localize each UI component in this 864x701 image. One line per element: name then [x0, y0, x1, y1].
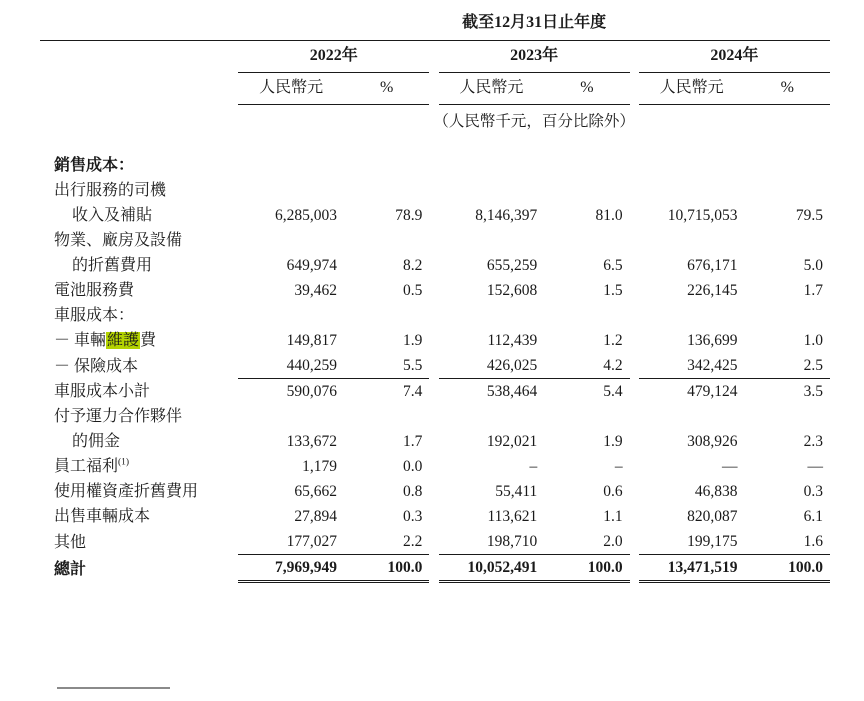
row-4-pct-2022: 1.9: [403, 332, 423, 349]
row-6-gap-2: [630, 379, 639, 405]
row-11-pct-2023: 2.0: [603, 533, 623, 550]
row-11-gap-1: [429, 529, 438, 555]
total-label: 總計: [54, 560, 87, 578]
row-9-rmb-2023: 55,411: [495, 483, 538, 500]
row-1-pct-2023: 6.5: [603, 257, 623, 274]
year-header-2024: 2024年: [639, 41, 830, 73]
row-label: 物業、廠房及設備: [54, 232, 183, 249]
table-row: [40, 178, 830, 203]
row-0-blank-1: [344, 178, 429, 203]
row-0-rmb-2023: 8,146,397: [475, 207, 538, 224]
row-label: － 保險成本: [54, 357, 139, 375]
table-row: [40, 404, 830, 429]
row-0-pct-2023: 81.0: [595, 207, 623, 224]
row-label: 的佣金: [72, 433, 121, 450]
row-3-rmb-2022: [238, 303, 344, 328]
row-7-blank-2: [429, 404, 438, 429]
measure-gap-1: [429, 73, 438, 105]
row-0-blank-6: [639, 178, 745, 203]
row-10-pct-2023: 1.1: [603, 508, 623, 525]
row-label: 使用權資產折舊費用: [54, 483, 199, 500]
row-3-pct-2022: [344, 303, 429, 328]
row-label: 付予運力合作夥伴: [54, 408, 183, 425]
row-5-rmb-2024: 342,425: [687, 357, 738, 374]
row-label: 其他: [54, 533, 87, 551]
table-row: [40, 479, 830, 504]
row-label: 電池服務費: [54, 282, 135, 299]
table-body: [40, 178, 830, 582]
row-9-gap-1: [429, 479, 438, 504]
row-4-pct-2024: 1.0: [803, 332, 823, 349]
row-0-blank-7: [745, 178, 830, 203]
row-7-blank-6: [639, 404, 745, 429]
total-gap-2: [630, 555, 639, 582]
row-6-pct-2024: 3.5: [745, 379, 830, 405]
row-0-blank-3: [439, 178, 545, 203]
table-row: [40, 353, 830, 379]
row-11-pct-2022: 2.2: [403, 533, 423, 550]
row-4-rmb-2023: 112,439: [487, 332, 538, 349]
row-6-rmb-2024: 479,124: [639, 379, 745, 405]
year-header-spacer: [40, 41, 238, 73]
measure-header-pct-2022: %: [344, 73, 429, 105]
row-1-gap-2: [630, 253, 639, 278]
unit-note: （人民幣千元，百分比除外）: [433, 113, 635, 130]
row-2-rmb-2024: 226,145: [687, 282, 738, 299]
footnote-marker: (1): [118, 457, 130, 468]
row-10-gap-1: [429, 504, 438, 529]
measure-header-rmb-2024: 人民幣元: [639, 73, 745, 105]
row-10-rmb-2024: 820,087: [687, 508, 738, 525]
row-8-rmb-2023: –: [529, 458, 538, 475]
row-6-rmb-2023: 538,464: [439, 379, 545, 405]
row-10-pct-2024: 6.1: [803, 508, 823, 525]
row-9-rmb-2022: 65,662: [294, 483, 337, 500]
row-1-blank-0: [238, 228, 344, 253]
total-rmb-2024: 13,471,519: [639, 555, 745, 582]
measure-gap-2: [630, 73, 639, 105]
row-9-gap-2: [630, 479, 639, 504]
row-10-rmb-2022: 27,894: [294, 508, 337, 525]
total-row: [40, 555, 830, 582]
row-0-blank-4: [544, 178, 629, 203]
row-7-pct-2022: 1.7: [403, 433, 423, 450]
row-0-blank-0: [238, 178, 344, 203]
row-2-pct-2022: 0.5: [403, 282, 423, 299]
row-5-rmb-2023: 426,025: [486, 357, 538, 374]
row-7-blank-3: [439, 404, 545, 429]
row-2-gap-2: [630, 278, 639, 303]
table-row: [40, 454, 830, 479]
row-1-blank-4: [544, 228, 629, 253]
row-1-blank-6: [639, 228, 745, 253]
row-1-blank-1: [344, 228, 429, 253]
row-2-rmb-2023: 152,608: [486, 282, 538, 299]
row-4-rmb-2024: 136,699: [687, 332, 738, 349]
row-6-rmb-2022: 590,076: [238, 379, 344, 405]
row-6-pct-2023: 5.4: [544, 379, 629, 405]
table-row: [40, 228, 830, 253]
section-title-row: [40, 153, 830, 178]
row-0-gap-1: [429, 203, 438, 228]
total-gap-1: [429, 555, 438, 582]
row-8-rmb-2024: —: [722, 458, 738, 475]
total-pct-2023: 100.0: [544, 555, 629, 582]
row-1-blank-5: [630, 228, 639, 253]
row-7-rmb-2024: 308,926: [687, 433, 738, 450]
row-11-rmb-2023: 198,710: [486, 533, 538, 550]
row-8-pct-2024: —: [807, 458, 823, 475]
row-0-pct-2022: 78.9: [395, 207, 423, 224]
row-9-pct-2023: 0.6: [603, 483, 623, 500]
table-row: [40, 303, 830, 328]
row-1-gap-1: [429, 253, 438, 278]
row-7-blank-1: [344, 404, 429, 429]
row-5-gap-1: [429, 353, 438, 379]
row-3-gap-2: [630, 303, 639, 328]
financial-statement-page: [0, 8, 864, 701]
row-2-gap-1: [429, 278, 438, 303]
row-5-pct-2024: 2.5: [803, 357, 823, 374]
row-7-blank-7: [745, 404, 830, 429]
row-label: 車服成本：: [54, 307, 135, 324]
row-3-gap-1: [429, 303, 438, 328]
row-label: 收入及補貼: [72, 207, 153, 224]
total-pct-2024: 100.0: [745, 555, 830, 582]
row-5-gap-2: [630, 353, 639, 379]
measure-header-rmb-2023: 人民幣元: [439, 73, 545, 105]
row-10-gap-2: [630, 504, 639, 529]
cost-of-sales-table: [40, 8, 830, 583]
row-1-rmb-2023: 655,259: [486, 257, 538, 274]
row-9-pct-2024: 0.3: [803, 483, 823, 500]
row-7-blank-4: [544, 404, 629, 429]
grand-title-row: [40, 8, 830, 40]
row-7-gap-2: [630, 429, 639, 454]
row-8-gap-2: [630, 454, 639, 479]
year-gap-1: [429, 41, 438, 73]
row-7-blank-5: [630, 404, 639, 429]
row-4-pct-2023: 1.2: [603, 332, 623, 349]
row-1-rmb-2024: 676,171: [687, 257, 738, 274]
total-pct-2022: 100.0: [344, 555, 429, 582]
row-label: 出售車輛成本: [54, 508, 151, 525]
row-0-rmb-2022: 6,285,003: [274, 207, 337, 224]
row-label: 的折舊費用: [72, 257, 153, 274]
row-3-rmb-2023: [439, 303, 545, 328]
measure-header-pct-2024: %: [745, 73, 830, 105]
row-1-rmb-2022: 649,974: [286, 257, 337, 274]
row-3-pct-2024: [745, 303, 830, 328]
row-5-pct-2023: 4.2: [603, 357, 623, 374]
unit-note-row: [40, 105, 830, 138]
header-body-gap: [40, 137, 830, 153]
row-2-rmb-2022: 39,462: [294, 282, 337, 299]
grand-title: 截至12月31日止年度: [462, 14, 607, 31]
row-8-pct-2022: 0.0: [403, 458, 423, 475]
row-11-pct-2024: 1.6: [803, 533, 823, 550]
row-7-rmb-2022: 133,672: [286, 433, 337, 450]
year-header-2023: 2023年: [439, 41, 630, 73]
row-label: － 車輛維護費: [54, 332, 157, 349]
row-8-rmb-2022: 1,179: [302, 458, 337, 475]
row-1-blank-3: [439, 228, 545, 253]
row-3-pct-2023: [544, 303, 629, 328]
table-row: [40, 203, 830, 228]
table-row: [40, 529, 830, 555]
row-0-rmb-2024: 10,715,053: [667, 207, 738, 224]
table-row: [40, 429, 830, 454]
row-0-blank-5: [630, 178, 639, 203]
row-1-blank-2: [429, 228, 438, 253]
measure-header-row: [40, 73, 830, 105]
row-8-gap-1: [429, 454, 438, 479]
row-11-rmb-2024: 199,175: [687, 533, 738, 550]
row-7-gap-1: [429, 429, 438, 454]
total-rmb-2022: 7,969,949: [238, 555, 344, 582]
row-11-rmb-2022: 177,027: [286, 533, 337, 550]
section-title: 銷售成本：: [54, 157, 135, 174]
row-7-pct-2023: 1.9: [603, 433, 623, 450]
row-1-blank-7: [745, 228, 830, 253]
table-row: [40, 504, 830, 529]
table-row: [40, 379, 830, 405]
row-4-rmb-2022: 149,817: [286, 332, 337, 349]
year-header-2022: 2022年: [238, 41, 429, 73]
row-9-pct-2022: 0.8: [403, 483, 423, 500]
row-10-rmb-2023: 113,621: [487, 508, 538, 525]
row-7-blank-0: [238, 404, 344, 429]
row-label: 員工福利$^{(1)}$: [54, 457, 130, 475]
row-7-rmb-2023: 192,021: [486, 433, 538, 450]
unit-note-spacer: [40, 105, 238, 138]
row-1-pct-2022: 8.2: [403, 257, 423, 274]
measure-header-spacer: [40, 73, 238, 105]
row-7-pct-2024: 2.3: [803, 433, 823, 450]
measure-header-rmb-2022: 人民幣元: [238, 73, 344, 105]
measure-header-pct-2023: %: [544, 73, 629, 105]
table-row: [40, 328, 830, 353]
row-1-pct-2024: 5.0: [803, 257, 823, 274]
table-row: [40, 278, 830, 303]
row-10-pct-2022: 0.3: [403, 508, 423, 525]
highlighted-term: 維護: [107, 332, 140, 349]
footnote-separator-rule: [57, 687, 170, 689]
row-4-gap-2: [630, 328, 639, 353]
row-0-gap-2: [630, 203, 639, 228]
row-2-pct-2023: 1.5: [603, 282, 623, 299]
year-gap-2: [630, 41, 639, 73]
row-label: 車服成本小計: [54, 383, 151, 400]
row-3-rmb-2024: [639, 303, 745, 328]
row-0-blank-2: [429, 178, 438, 203]
year-header-row: [40, 41, 830, 73]
row-11-gap-2: [630, 529, 639, 555]
row-5-rmb-2022: 440,259: [286, 357, 337, 374]
row-label: 出行服務的司機: [54, 182, 167, 199]
row-0-pct-2024: 79.5: [795, 207, 823, 224]
row-8-pct-2023: –: [614, 458, 623, 475]
row-5-pct-2022: 5.5: [403, 357, 423, 374]
row-6-pct-2022: 7.4: [344, 379, 429, 405]
table-row: [40, 253, 830, 278]
row-6-gap-1: [429, 379, 438, 405]
row-2-pct-2024: 1.7: [803, 282, 823, 299]
total-rmb-2023: 10,052,491: [439, 555, 545, 582]
row-4-gap-1: [429, 328, 438, 353]
row-9-rmb-2024: 46,838: [694, 483, 738, 500]
section-title-blank: [238, 153, 830, 178]
grand-title-spacer: [40, 8, 238, 40]
